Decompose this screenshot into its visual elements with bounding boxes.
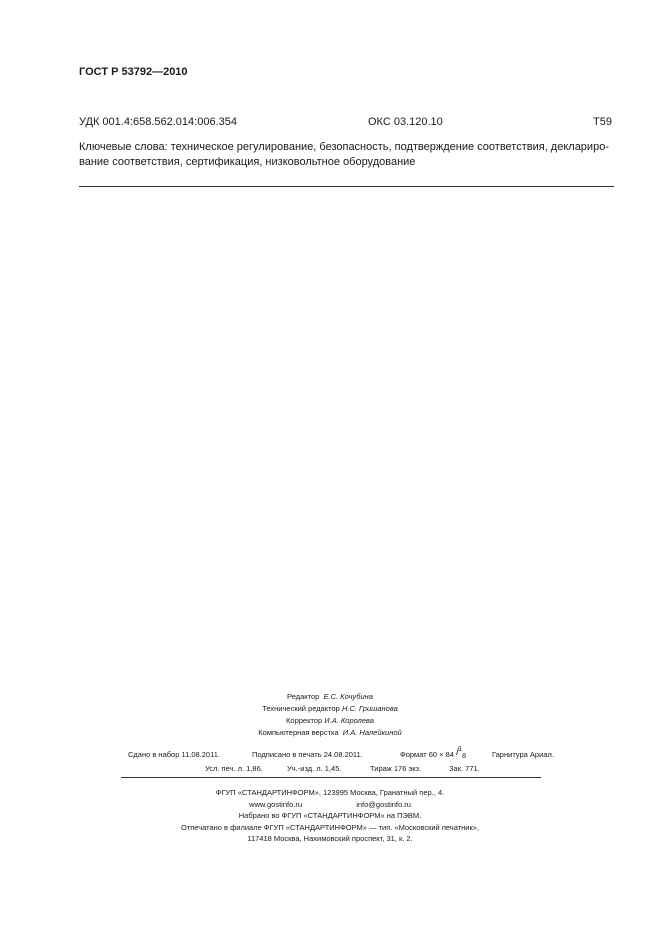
t-code: Т59 — [593, 116, 612, 128]
editor-label: Редактор — [287, 692, 320, 701]
print-line-1d: Гарнитура Ариал. — [492, 750, 554, 759]
print-line-2b: Уч.-изд. л. 1,45. — [287, 764, 342, 773]
editor-line — [150, 691, 510, 703]
print-line-1c — [400, 746, 468, 761]
keywords-line-1: Ключевые слова: техническое регулирование, безопасность, подтверждение соответствия, деклариро- — [79, 141, 609, 153]
format-label: Формат 60 × 84 — [400, 750, 454, 759]
editor-name: Е.С. Кочубина — [323, 692, 373, 701]
publisher-contacts — [120, 799, 540, 811]
format-fraction: 1 / 8 — [456, 746, 466, 761]
publisher-line-5: 117418 Москва, Нахимовский проспект, 31, к. 2. — [247, 834, 413, 843]
print-divider — [121, 777, 541, 778]
tech-editor-line — [150, 703, 510, 715]
keywords-divider — [79, 186, 614, 187]
layout-line — [150, 727, 510, 739]
print-line-2a: Усл. печ. л. 1,86. — [205, 764, 263, 773]
publisher-line-1: ФГУП «СТАНДАРТИНФОРМ», 123995 Москва, Гранатный пер., 4. — [215, 788, 445, 797]
oks-code: ОКС 03.120.10 — [368, 116, 443, 128]
credits-block — [150, 691, 510, 739]
publisher-block — [120, 787, 540, 845]
publisher-line-3: Набрано во ФГУП «СТАНДАРТИНФОРМ» на ПЭВМ. — [238, 811, 422, 820]
layout-name: И.А. Налейкиной — [342, 728, 402, 737]
tech-editor-name: Н.С. Гришанова — [341, 704, 398, 713]
udk-code: УДК 001.4:658.562.014:006.354 — [79, 116, 237, 128]
print-line-1b: Подписано в печать 24.08.2011. — [252, 750, 363, 759]
print-line-2d: Зак. 771. — [449, 764, 480, 773]
standard-number: ГОСТ Р 53792—2010 — [79, 66, 188, 78]
keywords-block — [79, 140, 614, 170]
publisher-email: info@gostinfo.ru — [356, 799, 411, 809]
publisher-website: www.gostinfo.ru — [249, 799, 303, 809]
corrector-label: Корректор — [286, 716, 323, 725]
print-line-1a: Сдано в набор 11.08.2011. — [128, 750, 220, 759]
layout-label: Компьютерная верстка — [258, 728, 339, 737]
tech-editor-label: Технический редактор — [262, 704, 340, 713]
corrector-name: И.А. Королева — [324, 716, 374, 725]
corrector-line — [150, 715, 510, 727]
keywords-line-2: вание соответствия, сертификация, низковольтное оборудование — [79, 156, 416, 168]
fraction-numerator: 1 — [458, 746, 462, 754]
publisher-line-4: Отпечатано в филиале ФГУП «СТАНДАРТИНФОРМ» — тип. «Московский печатник», — [180, 822, 480, 832]
print-line-2c: Тираж 176 экз. — [370, 764, 422, 773]
fraction-denominator: 8 — [462, 753, 466, 761]
